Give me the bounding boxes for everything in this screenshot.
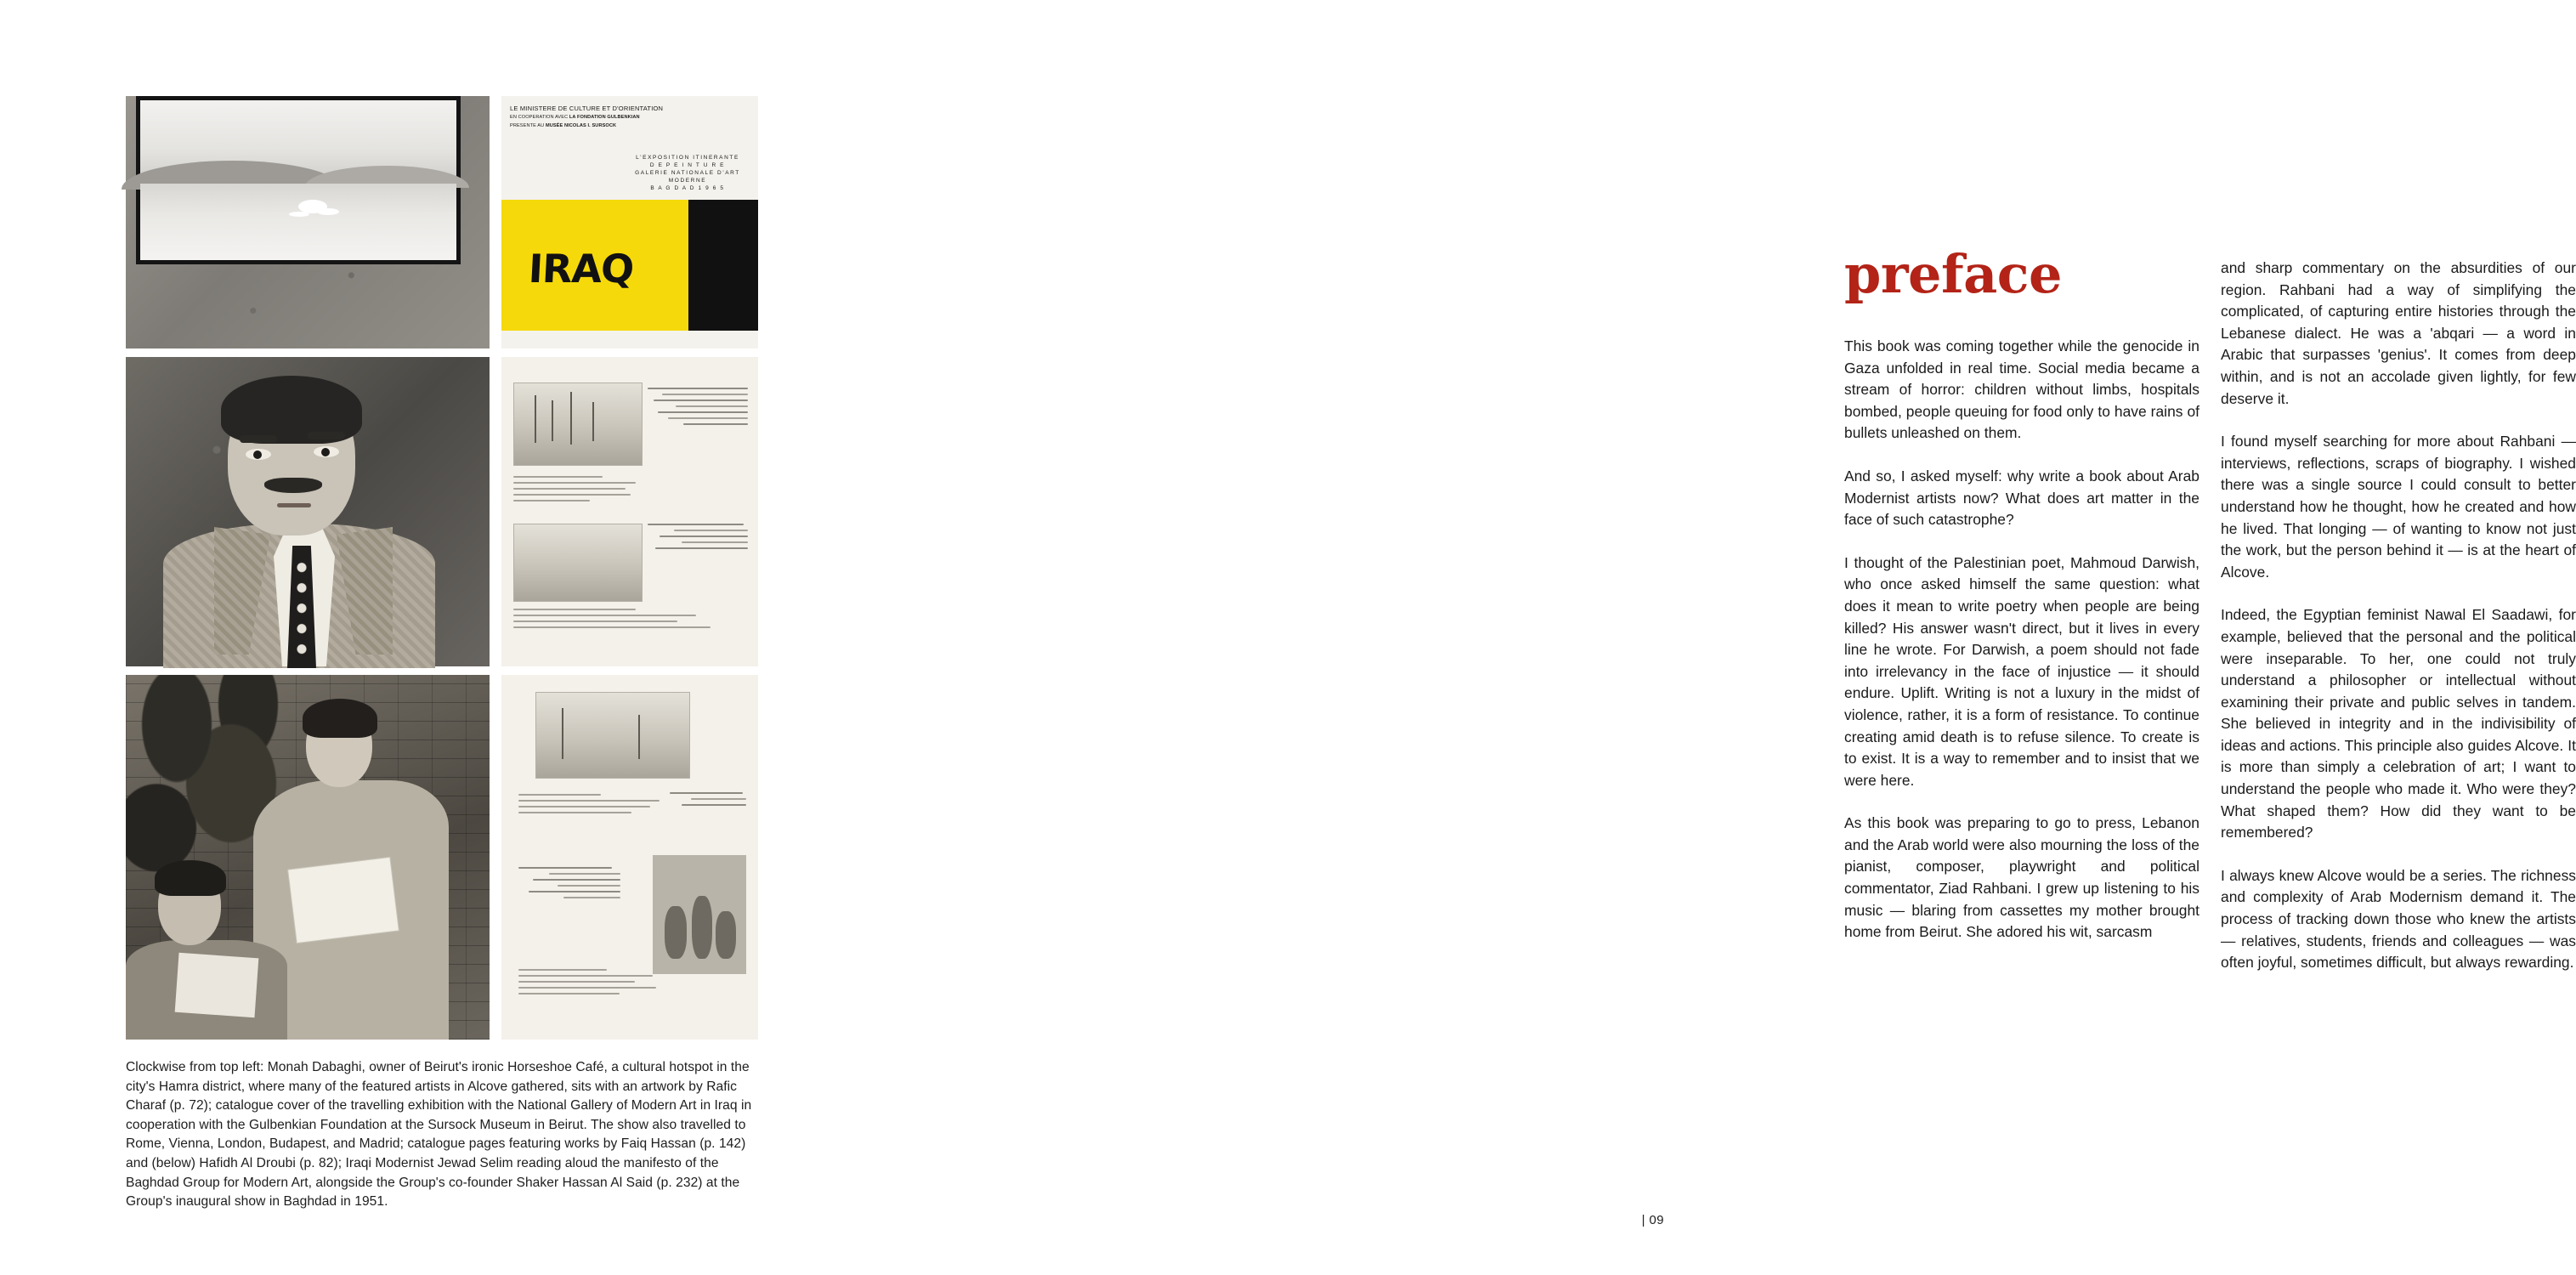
portrait-moustache: [264, 478, 322, 493]
paragraph: and sharp commentary on the absurdities of our region. Rahbani had a way of simplifying the complicated, of capturing entire histories through the Lebanese dialect. He was a 'abqari — a word in Arabic that surpasses 'genius'. It comes from deep within, and is not an accolade given lightly, for few deserve it.: [2221, 259, 2576, 407]
artwork-figure-2: [692, 896, 712, 959]
catalogue-thumbnail-1: [513, 382, 643, 466]
palm-trunk-6: [638, 715, 640, 759]
artwork-figure-3: [716, 911, 736, 959]
poster-exhibition-line-2: D E P E I N T U R E: [649, 162, 726, 168]
catalogue-caption-lines-3: [518, 794, 671, 818]
iraq-exhibition-poster: [501, 96, 758, 348]
catalogue-arabic-text-3: [670, 792, 746, 810]
picture-frame: [136, 96, 461, 264]
catalogue-caption-lines-1: [513, 476, 641, 506]
palm-trunk-2: [552, 400, 553, 441]
catalogue-thumbnail-scene-1: [514, 383, 642, 465]
catalogue-thumbnail-scene-2: [514, 524, 642, 601]
poster-exhibition-line-1: L'EXPOSITION ITINERANTE: [636, 155, 739, 161]
poster-wordmark: IRAQ: [527, 246, 635, 292]
poster-exhibition-line-4: B A G D A D 1 9 6 5: [650, 185, 725, 191]
poster-ministry-line-3: LA FONDATION GULBENKIAN: [569, 115, 640, 120]
catalogue-thumbnail-scene-3: [536, 693, 689, 778]
catalogue-thumbnail-3: [535, 692, 690, 779]
poster-ministry-line-4: PRESENTE AU: [510, 123, 545, 128]
catalogue-artwork-figures: [653, 855, 746, 974]
poster-exhibition-text: [624, 154, 751, 192]
palm-trunk-3: [570, 392, 572, 445]
poster-ministry-line-5: MUSÉE NICOLAS I. SURSOCK: [545, 123, 617, 128]
portrait-monah-dabaghi: [126, 357, 490, 666]
poster-bottom-band: [501, 331, 758, 348]
artwork-highlight: [298, 200, 327, 213]
palm-trunk-5: [562, 708, 563, 759]
paragraph: I always knew Alcove would be a series. The richness and complexity of Arab Modernism demand it. The process of tracking down those who knew the artists — relatives, students, friends and colleagues — was often joyful, sometimes difficult, but always rewarding.: [2221, 866, 2576, 972]
paragraph: Indeed, the Egyptian feminist Nawal El Saadawi, for example, believed that the personal and the political were inseparable. To her, one could not truly understand a philosopher or intellectual without examining their private and public selves in tandem. She believed in integrity and in the indivisibility of ideas and actions. This principle also guides Alcove. It is more than simply a celebration of art; I want to understand the people who made it. Who were they? What shaped them? How did they want to be remembered?: [2221, 606, 2576, 842]
portrait-brow-left: [240, 435, 277, 443]
figure-caption: Clockwise from top left: Monah Dabaghi, owner of Beirut's ironic Horseshoe Café, a cultural hotspot in the city's Hamra district, where many of the featured artists in Alcove gathered, sits with an artwork by Rafic Charaf (p. 72); catalogue cover of the travelling exhibition with the National Gallery of Modern Art in Iraq in cooperation with the Gulbenkian Foundation at the Sursock Museum in Beirut. The show also travelled to Rome, Vienna, London, Budapest, and Madrid; catalogue pages featuring works by Faiq Hassan (p. 142) and (below) Hafidh Al Droubi (p. 82); Iraqi Modernist Jewad Selim reading aloud the manifesto of the Baghdad Group for Modern Art, alongside the Group's co-founder Shaker Hassan Al Said (p. 232) at the Group's inaugural show in Baghdad in 1951.: [126, 1060, 752, 1210]
catalogue-page-faiq-hassan: [501, 357, 758, 666]
catalogue-arabic-text-4: [518, 867, 620, 903]
page-title: preface: [1844, 243, 2063, 305]
paragraph: And so, I asked myself: why write a book about Arab Modernist artists now? What does art matter in the face of such catastrophe?: [1844, 467, 2200, 529]
catalogue-arabic-text-1: [648, 388, 748, 429]
framed-landscape-artwork-photo: [126, 96, 490, 348]
paragraph: I thought of the Palestinian poet, Mahmoud Darwish, who once asked himself the same question: what does it mean to write poetry when people are being killed? His answer wasn't direct, but it lives in every line he wrote. For Darwish, a poem should not fade into irrelevancy in the face of injustice — it should endure. Uplift. Writing is not a luxury in the midst of violence, rather, it is a form of resistance. To continue creating amid death is to refuse silence. To create is to exist. It is a way to remember and to insist that we were here.: [1844, 553, 2200, 789]
poster-ministry-text: [510, 105, 751, 130]
photo-jewad-selim-reading: [126, 675, 490, 1040]
catalogue-heading-1: [748, 367, 750, 372]
paragraph: I found myself searching for more about Rahbani — interviews, reflections, scraps of biography. I wished there was a single source I could consult to better understand how he thought, how he created and how he lived. That longing — of wanting to know not just the work, but the person behind it — is at the heart of Alcove.: [2221, 433, 2576, 581]
artwork-figure-1: [665, 906, 687, 959]
paragraph: This book was coming together while the genocide in Gaza unfolded in real time. Social media became a stream of horror: children without limbs, hospitals bombed, people queuing for food only to have rains of bullets unleashed on them.: [1844, 337, 2200, 442]
catalogue-thumbnail-2: [513, 524, 643, 602]
seated-man-hair: [155, 860, 226, 896]
poster-black-band: [688, 200, 758, 331]
seated-man-paper: [175, 953, 259, 1017]
manifesto-paper: [288, 858, 399, 943]
image-grid: [126, 96, 758, 1040]
body-column-left: [1844, 336, 2200, 965]
palm-trunk-4: [592, 402, 594, 441]
catalogue-arabic-text-2: [648, 524, 748, 553]
standing-man-hair: [303, 699, 377, 738]
figure-block: [126, 96, 758, 1052]
artwork-ground: [140, 184, 456, 260]
portrait-tie-pattern: [291, 559, 313, 661]
catalogue-page-hafidh-al-droubi: [501, 675, 758, 1040]
poster-ministry-line-1: LE MINISTERE DE CULTURE ET D'ORIENTATION: [510, 105, 664, 112]
right-page: [876, 0, 2576, 1275]
catalogue-caption-lines-4: [518, 969, 671, 999]
portrait-brow-right: [308, 432, 345, 439]
poster-exhibition-line-3: GALERIE NATIONALE D'ART MODERNE: [635, 170, 740, 184]
body-column-right: [2221, 258, 2576, 995]
portrait-eye-left: [246, 449, 271, 460]
palm-trunk-1: [535, 395, 536, 443]
portrait-eye-right: [314, 446, 339, 457]
portrait-mouth: [277, 503, 311, 507]
catalogue-caption-lines-2: [513, 609, 748, 632]
left-page: [0, 0, 876, 1275]
paragraph: As this book was preparing to go to press, Lebanon and the Arab world were also mourning the loss of the pianist, composer, playwright and political commentator, Ziad Rahbani. I grew up listening to his music — blaring from cassettes my mother brought home from Beirut. She adored his wit, sarcasm: [1844, 814, 2200, 941]
page-number: | 09: [1641, 1213, 1664, 1227]
poster-ministry-line-2: EN COOPERATION AVEC: [510, 115, 569, 120]
